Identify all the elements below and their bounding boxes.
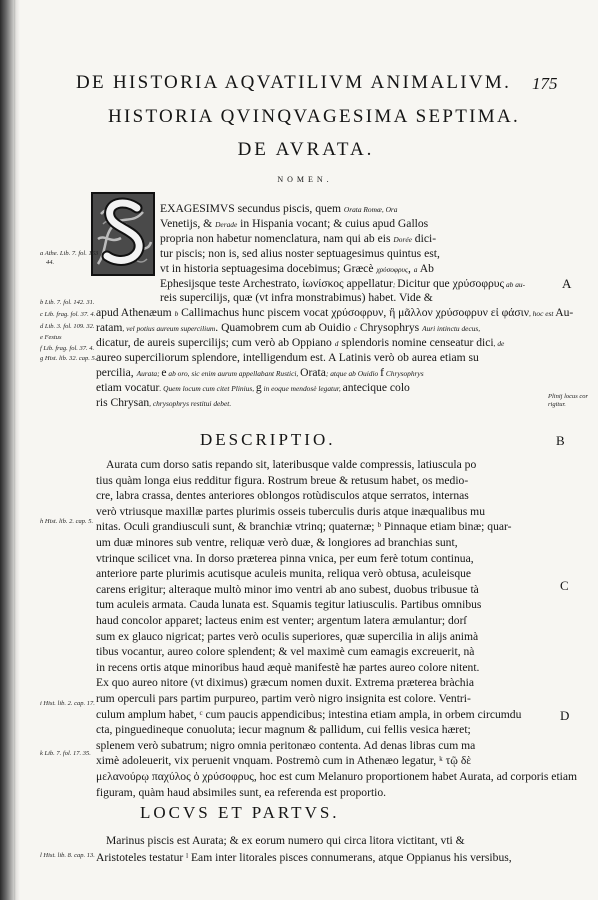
margin-note: g Hist. lib. 32. cap. 5. xyxy=(40,355,97,362)
nomen-line: etiam vocatur. Quem locum cum citet Plinius, g in eoque mendosè legatur, antecique colo xyxy=(96,380,410,394)
descriptio-line: sum ex glauco nigricat; partes verò oculis superiores, quæ supercilia in alijs animà xyxy=(96,629,479,643)
margin-note: b Lib. 7. fol. 142. 31. xyxy=(40,299,95,306)
section-marker-letter: C xyxy=(560,578,569,593)
fish-title: DE AVRATA. xyxy=(237,139,375,160)
nomen-line: ris Chrysan, chrysophrys restitui debet. xyxy=(96,395,232,409)
descriptio-line: culum amplum habet, ᶜ cum paucis appendicibus; intestina etiam ampla, in orbem circumdu xyxy=(96,707,522,721)
section-marker-letter: B xyxy=(556,433,565,448)
page-number: 175 xyxy=(532,74,558,93)
margin-note: a Athe. Lib. 7. fol. 163 xyxy=(40,250,99,257)
descriptio-line: carens erigitur; alteraque multò minor imo ventri ab ano subest, duobus tribusue tà xyxy=(96,582,479,596)
descriptio-line: in recens ortis atque minoribus haud æquè manifestè hæ partes aureo colore nitent. xyxy=(96,660,480,674)
margin-note: e Festus xyxy=(40,334,62,341)
descriptio-line: cta, pinguedineque conuoluta; iecur magnum & pallidum, cui fellis vesica hæret; xyxy=(96,723,471,737)
nomen-line: ratam, vel potius aureum supercilium. Quamobrem cum ab Ouidio c Chrysophrys Auri intinctu decus, xyxy=(96,321,481,335)
descriptio-line: splenem verò subatrum; nigro omnia peritonæo contenta. Ad denas libras cum ma xyxy=(96,738,476,752)
descriptio-line: nitas. Oculi grandiusculi sunt, & branchiæ vtrinq; quaternæ; ᵇ Pinnaque etiam binæ; quar- xyxy=(96,520,512,534)
locus-line: Aristoteles testatur ˡ Eam inter litorales pisces connumerans, atque Oppianus his versibus, xyxy=(96,851,512,864)
chapter-title: HISTORIA QVINQVAGESIMA SEPTIMA. xyxy=(107,106,521,127)
section-marker-letter: A xyxy=(562,276,572,291)
nomen-line: tur piscis; non is, sed alius noster septuagesimus quintus est, xyxy=(160,246,440,260)
descriptio-line: Ex quo aureo nitore (vt diximus) græcum nomen duxit. Extrema præterea bràchia xyxy=(96,676,474,690)
margin-note: f Lib. frag. fol. 37. 4. xyxy=(40,345,95,352)
descriptio-line: cre, labra crassa, dentes anteriores oblongos rotùdisculos atque serratos, internas xyxy=(96,489,469,503)
running-title: DE HISTORIA AQVATILIVM ANIMALIVM. xyxy=(76,72,512,93)
descriptio-line: Aurata cum dorso satis repando sit, lateribusque valde compressis, latiuscula po xyxy=(106,458,477,471)
nomen-line: dicatur, de aureis supercilijs; cum verò ab Oppiano d splendoris nomine censeatur dici, de xyxy=(96,336,505,350)
section-marker-letter: D xyxy=(560,708,570,723)
descriptio-line: vtrinque scilicet vna. In dorso præterea pinna vnica, per eum ferè totum continua, xyxy=(96,551,474,565)
descriptio-line: um duæ minores sub ventre, reliquæ verò duæ, & longiores ad branchias sunt, xyxy=(96,536,458,549)
descriptio-line: haud concolor apparet; lacteus enim est venter; argentum latera æmulantur; dorſ xyxy=(96,614,467,627)
nomen-line: reis supercilijs, quæ (vt infra monstrabimus) habet. Vide & xyxy=(160,291,433,305)
descriptio-line: ximè adoleuerit, vix peruenit vnquam. Postremò cum in Athenæo legatur, ᵏ τῷ δὲ xyxy=(96,754,472,768)
nomen-line: aureo superciliorum splendore, intelligendum est. A Latinis verò ob aurea etiam su xyxy=(96,351,479,364)
descriptio-line: verò vtriusque maxillæ partes plurimis osseis tuberculis duris atque inæqualibus mu xyxy=(96,504,485,518)
margin-note: i Hist. lib. 2. cap. 17. xyxy=(40,700,95,707)
descriptio-line: anteriore parte plurimis acutisque aculeis munita, reliqua verò obtusa, aculeisque xyxy=(96,567,472,581)
descriptio-line: μελανούρῳ παχύλος ὁ χρύσοφρυς, hoc est cum Melanuro proportionem habet Aurata, ad corporis etiam xyxy=(96,770,578,783)
descriptio-line: tibus vocantur, aureo colore splendent; & vel maximè cum eamagis excreuerit, nà xyxy=(96,645,475,659)
section-heading-locus: LOCVS ET PARTVS. xyxy=(140,803,340,822)
margin-note: k Lib. 7. fol. 17. 35. xyxy=(40,750,91,757)
descriptio-line: tum aculeis armata. Cauda lunata est. Squamis tegitur latiusculis. Partibus omnibus xyxy=(96,598,482,612)
descriptio-line: rum operculi pars partim purpureo, partim verò nigro insignita est colore. Ventri- xyxy=(96,692,471,705)
margin-note: 44. xyxy=(46,259,55,266)
right-margin-note: rigitur. xyxy=(548,401,566,408)
nomen-line: propria non habetur nomenclatura, nam qui ab eis Dorée dici- xyxy=(160,231,437,245)
nomen-line: Ephesijsque teste Archestrato, ἰωνίσκος appellatur; Dicitur que χρύσοφρυς ab au- xyxy=(160,276,526,290)
margin-note: c Lib. frag. fol. 37. 4. xyxy=(40,311,96,318)
nomen-line: Venetijs, & Derade in Hispania vocant; & cuius apud Gallos xyxy=(160,216,429,230)
section-heading-descriptio: DESCRIPTIO. xyxy=(200,430,336,449)
nomen-line: EXAGESIMVS secundus piscis, quem Orata Romæ, Ora xyxy=(160,202,398,215)
right-margin-note: Plinij locus cor xyxy=(548,393,589,400)
nomen-line: vt in historia septuagesima docebimus; Græcè χρύσοφρυς, a Ab xyxy=(160,261,434,275)
margin-note: h Hist. lib. 2. cap. 5. xyxy=(40,518,94,525)
section-heading-nomen: NOMEN. xyxy=(277,175,333,184)
decorated-initial-s-icon xyxy=(91,192,155,276)
nomen-line: percilia, Aurata; e ab oro, sic enim aurum appellabant Rustici, Orata; atque ab Ouidio f Chrysophrys xyxy=(96,365,424,379)
descriptio-line: figuram, quàm haud absimiles sunt, ea referenda est proportio. xyxy=(96,785,387,799)
margin-note: l Hist. lib. 8. cap. 13. xyxy=(40,852,95,859)
nomen-line: apud Athenæum b Callimachus hunc piscem vocat χρύσοφρυν, ἢ μᾶλλον χρύσοφρυν εἰ φάσιν, hoc est Au- xyxy=(96,306,574,320)
descriptio-line: tius quàm longa eius redditur figura. Rostrum breue & retusum habet, os medio- xyxy=(96,473,469,487)
locus-line: Marinus piscis est Aurata; & ex eorum numero qui circa litora victitant, vti & xyxy=(106,834,465,847)
margin-note: d Lib. 3. fol. 109. 32. xyxy=(40,323,95,330)
